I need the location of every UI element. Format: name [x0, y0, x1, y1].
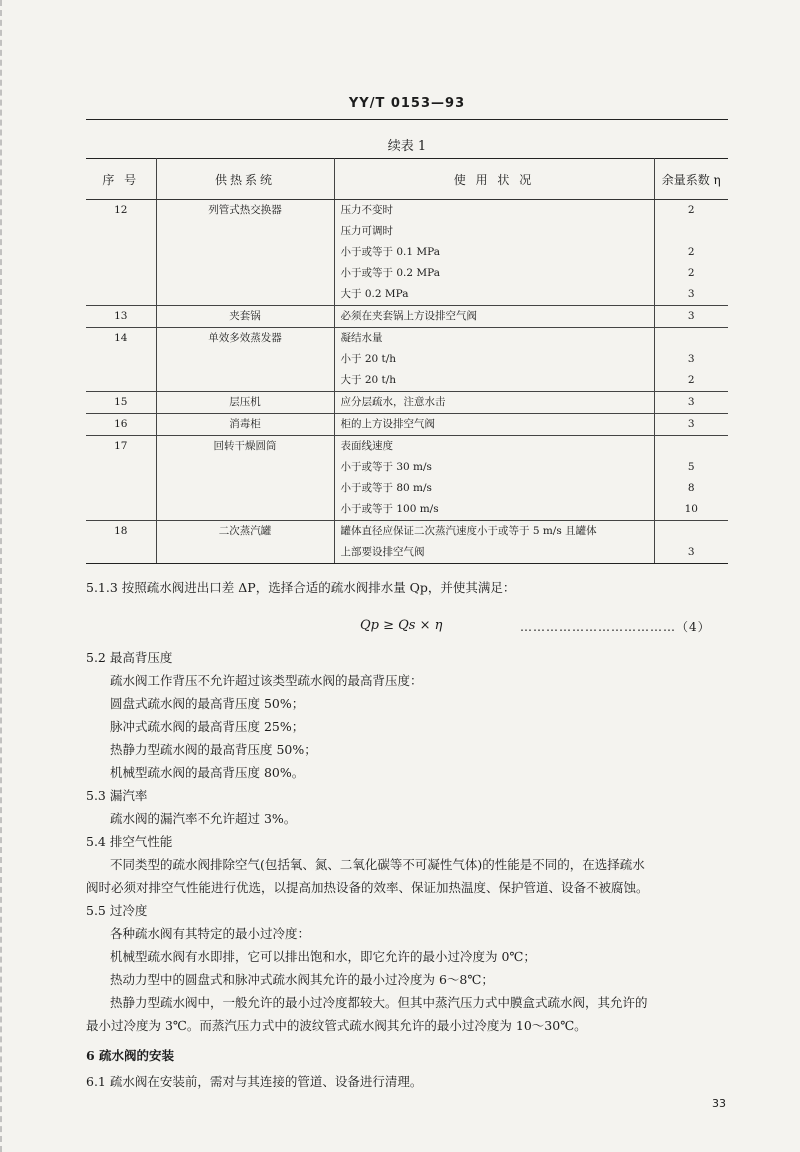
standard-number-header: YY/T 0153—93 [348, 96, 466, 111]
page-number: 33 [712, 1097, 726, 1110]
row-usage-line: 上部要设排空气阀 [340, 546, 425, 558]
row-coef-line: 3 [687, 353, 695, 365]
row-coef-line [655, 521, 729, 542]
row-coef [654, 392, 728, 414]
text-line: 热动力型中的圆盘式和脉冲式疏水阀其允许的最小过冷度为 6～8℃； [110, 972, 494, 987]
row-seq [86, 521, 156, 564]
row-seq-line: 17 [114, 440, 128, 452]
row-usage [334, 521, 654, 564]
row-seq-line: 13 [114, 310, 128, 322]
row-coef-line: 5 [687, 461, 695, 473]
row-usage-line: 凝结水量 [340, 332, 383, 344]
row-usage-line: 小于或等于 30 m/s [340, 461, 432, 473]
row-usage [334, 306, 654, 328]
row-coef-line [655, 221, 729, 242]
row-usage [334, 392, 654, 414]
row-seq-line: 12 [114, 204, 128, 216]
row-usage-line: 大于 20 t/h [340, 374, 397, 386]
formula-4: Qp ≥ Qs × η [360, 618, 443, 633]
row-usage-line: 小于或等于 0.2 MPa [340, 267, 440, 279]
equation-tag: ………………………………（4） [520, 620, 711, 634]
row-coef-line: 2 [687, 246, 695, 258]
table-title: 续表 1 [387, 139, 427, 154]
text-line: 圆盘式疏水阀的最高背压度 50%； [110, 696, 305, 711]
row-usage [334, 414, 654, 436]
text-line: 脉冲式疏水阀的最高背压度 25%； [110, 719, 305, 734]
row-coef-line: 3 [687, 288, 695, 300]
row-coef [654, 521, 728, 564]
row-coef [654, 414, 728, 436]
col-header-coef: 余量系数 η [654, 159, 728, 200]
allowance-coefficient-table [86, 158, 728, 564]
table-row [86, 521, 728, 564]
row-seq [86, 414, 156, 436]
section-5-4-heading: 5.4 排空气性能 [86, 834, 173, 849]
row-coef-line: 2 [687, 267, 695, 279]
row-seq-line: 14 [114, 332, 128, 344]
row-system [156, 328, 334, 392]
table-row [86, 436, 728, 521]
row-system [156, 306, 334, 328]
row-seq [86, 436, 156, 521]
row-coef-line [655, 328, 729, 349]
row-system [156, 436, 334, 521]
row-usage-line: 应分层疏水，注意水击 [340, 396, 446, 408]
row-system-line: 回转干燥圆筒 [213, 440, 277, 452]
row-usage-line: 小于或等于 0.1 MPa [340, 246, 440, 258]
row-coef-line: 8 [687, 482, 695, 494]
row-usage-line: 小于 20 t/h [340, 353, 397, 365]
text-line: 疏水阀工作背压不允许超过该类型疏水阀的最高背压度： [110, 673, 423, 688]
row-system-line: 层压机 [229, 396, 261, 408]
row-coef-line: 2 [687, 374, 695, 386]
table-row [86, 328, 728, 392]
row-usage-line: 大于 0.2 MPa [340, 288, 409, 300]
text-line: 机械型疏水阀有水即排，它可以排出饱和水，即它允许的最小过冷度为 0℃； [110, 949, 536, 964]
row-usage-line: 必须在夹套锅上方设排空气阀 [340, 310, 477, 322]
col-header-system: 供热系统 [156, 159, 334, 200]
row-system [156, 392, 334, 414]
row-coef [654, 200, 728, 306]
section-5-5-heading: 5.5 过冷度 [86, 903, 148, 918]
row-system-line: 夹套锅 [229, 310, 261, 322]
row-coef [654, 328, 728, 392]
row-coef-line [655, 436, 729, 457]
row-system [156, 200, 334, 306]
row-seq [86, 392, 156, 414]
clause-6-1: 6.1 疏水阀在安装前，需对与其连接的管道、设备进行清理。 [86, 1074, 423, 1089]
row-coef [654, 306, 728, 328]
row-system [156, 521, 334, 564]
section-5-3-heading: 5.3 漏汽率 [86, 788, 148, 803]
table-row [86, 200, 728, 306]
row-seq-line: 15 [114, 396, 128, 408]
row-coef-line: 10 [684, 503, 698, 515]
row-usage-line: 罐体直径应保证二次蒸汽速度小于或等于 5 m/s 且罐体 [340, 525, 597, 537]
text-line: 机械型疏水阀的最高背压度 80%。 [110, 765, 305, 780]
row-usage-line: 柜的上方设排空气阀 [340, 418, 435, 430]
table-row [86, 306, 728, 328]
row-seq [86, 328, 156, 392]
row-coef-line: 3 [687, 546, 695, 558]
row-coef-line: 3 [687, 310, 695, 322]
row-usage-line: 小于或等于 100 m/s [340, 503, 439, 515]
table-row [86, 392, 728, 414]
row-usage-line: 表面线速度 [340, 440, 393, 452]
row-coef-line: 2 [687, 204, 695, 216]
text-line: 疏水阀的漏汽率不允许超过 3%。 [110, 811, 297, 826]
row-system-line: 列管式热交换器 [208, 204, 282, 216]
row-usage-line: 小于或等于 80 m/s [340, 482, 432, 494]
col-header-usage: 使 用 状 况 [334, 159, 654, 200]
text-line: 阀时必须对排空气性能进行优选，以提高加热设备的效率、保证加热温度、保护管道、设备不被腐蚀。 [86, 880, 649, 895]
text-line: 各种疏水阀有其特定的最小过冷度： [110, 926, 311, 941]
col-header-seq: 序 号 [86, 159, 156, 200]
row-system [156, 414, 334, 436]
row-usage [334, 328, 654, 392]
row-coef-line: 3 [687, 418, 695, 430]
row-seq [86, 200, 156, 306]
section-6-heading: 6 疏水阀的安装 [86, 1048, 175, 1063]
table-row [86, 414, 728, 436]
section-5-2-heading: 5.2 最高背压度 [86, 650, 173, 665]
text-line: 热静力型疏水阀中，一般允许的最小过冷度都较大。但其中蒸汽压力式中膜盒式疏水阀，其允许的 [110, 995, 648, 1010]
row-coef-line: 3 [687, 396, 695, 408]
table-header-row [86, 159, 728, 200]
row-usage [334, 436, 654, 521]
text-line: 热静力型疏水阀的最高背压度 50%； [110, 742, 317, 757]
scan-edge [0, 0, 5, 1152]
row-seq [86, 306, 156, 328]
row-usage [334, 200, 654, 306]
row-coef [654, 436, 728, 521]
row-seq-line: 18 [114, 525, 128, 537]
row-usage-line: 压力可调时 [340, 225, 393, 237]
text-line: 不同类型的疏水阀排除空气(包括氧、氮、二氧化碳等不可凝性气体)的性能是不同的，在选择疏水 [110, 857, 645, 872]
row-seq-line: 16 [114, 418, 128, 430]
row-system-line: 消毒柜 [229, 418, 261, 430]
row-system-line: 单效多效蒸发器 [208, 332, 282, 344]
row-system-line: 二次蒸汽罐 [218, 525, 272, 537]
header-rule [86, 119, 728, 120]
text-line: 最小过冷度为 3℃。而蒸汽压力式中的波纹管式疏水阀其允许的最小过冷度为 10～30℃。 [86, 1018, 587, 1033]
row-usage-line: 压力不变时 [340, 204, 393, 216]
clause-5-1-3: 5.1.3 按照疏水阀进出口差 ΔP，选择合适的疏水阀排水量 Qp，并使其满足： [86, 580, 516, 595]
